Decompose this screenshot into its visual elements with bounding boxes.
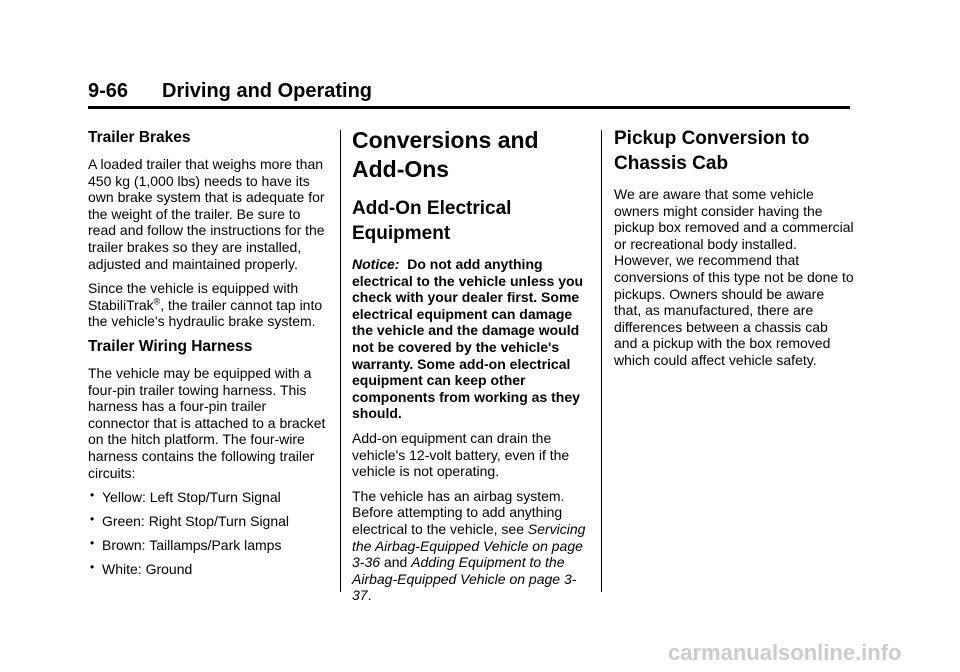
section-title: Driving and Operating: [162, 80, 373, 102]
bullet-icon: •: [90, 560, 95, 575]
wiring-harness-paragraph: The vehicle may be equipped with a four-pin trailer towing harness. This harness has a four-pin trailer connector that is attached to a bracket on the hitch platform. The four-wire harness contains the following trailer circuits:: [88, 364, 326, 481]
page-number: 9-66: [88, 80, 129, 102]
bullet-icon: •: [90, 512, 95, 527]
xref-servicing-airbag[interactable]: Servicing the Airbag-Equipped Vehicle on page 3-36: [352, 520, 586, 571]
list-item: • Yellow: Left Stop/Turn Signal: [90, 488, 281, 506]
addon-electrical-heading: Add-On Electrical Equipment: [352, 198, 512, 244]
bullet-icon: •: [90, 536, 95, 551]
list-item: • Green: Right Stop/Turn Signal: [90, 512, 290, 530]
stabilitrak-paragraph: Since the vehicle is equipped with StabiliTrak®, the trailer cannot tap into the vehicle's hydraulic brake system.: [88, 280, 323, 330]
battery-paragraph: Add-on equipment can drain the vehicle's 12-volt battery, even if the vehicle is not operating.: [352, 429, 570, 480]
notice-paragraph: Notice: Do not add anything electrical to the vehicle unless you check with your dealer first. Some electrical equipment can damage the vehicle and the damage would not be covered by the vehicle's warranty. Some add-on electrical equipment can keep other components from working as they should.: [352, 256, 584, 422]
bullet-icon: •: [90, 488, 95, 503]
column-right: [614, 126, 854, 377]
list-item: • White: Ground: [90, 560, 193, 578]
pickup-conversion-heading: Pickup Conversion to Chassis Cab: [614, 128, 810, 174]
column-divider: [601, 130, 602, 592]
xref-adding-equipment[interactable]: Adding Equipment to the Airbag-Equipped Vehicle on page 3-37: [352, 554, 577, 604]
list-item: • Brown: Taillamps/Park lamps: [90, 536, 282, 554]
registered-mark: ®: [153, 296, 161, 307]
column-divider: [340, 130, 341, 592]
column-middle: [352, 126, 588, 612]
conversions-heading: Conversions and Add-Ons: [352, 127, 539, 182]
pickup-conversion-paragraph: We are aware that some vehicle owners might consider having the pickup box removed and a commercial or recreational body installed. However, we recommend that conversions of this type not be done to pickups. Owners should be aware that, as manufactured, there are differences between a chassis cab and a pickup with the box removed which could affect vehicle safety.: [614, 186, 854, 368]
watermark: carmanualsonline.info: [668, 640, 902, 665]
trailer-brakes-paragraph: A loaded trailer that weighs more than 450 kg (1,000 lbs) needs to have its own brake system that is adequate for the weight of the trailer. Be sure to read and follow the instructions for the trailer brakes so they are installed, adjusted and maintained properly.: [88, 156, 325, 272]
circuit-list: [88, 489, 328, 577]
page-header: [88, 80, 850, 109]
trailer-brakes-heading: Trailer Brakes: [88, 129, 191, 146]
wiring-harness-heading: Trailer Wiring Harness: [88, 337, 253, 355]
column-left: [88, 126, 328, 585]
airbag-paragraph: The vehicle has an airbag system. Before attempting to add anything electrical to the vehicle, see Servicing the Airbag-Equipped Vehicle on page 3-36 and Adding Equipment to the Airbag-Equipped Vehicle on page 3-37.: [352, 487, 586, 604]
notice-label: Notice:: [352, 256, 400, 272]
